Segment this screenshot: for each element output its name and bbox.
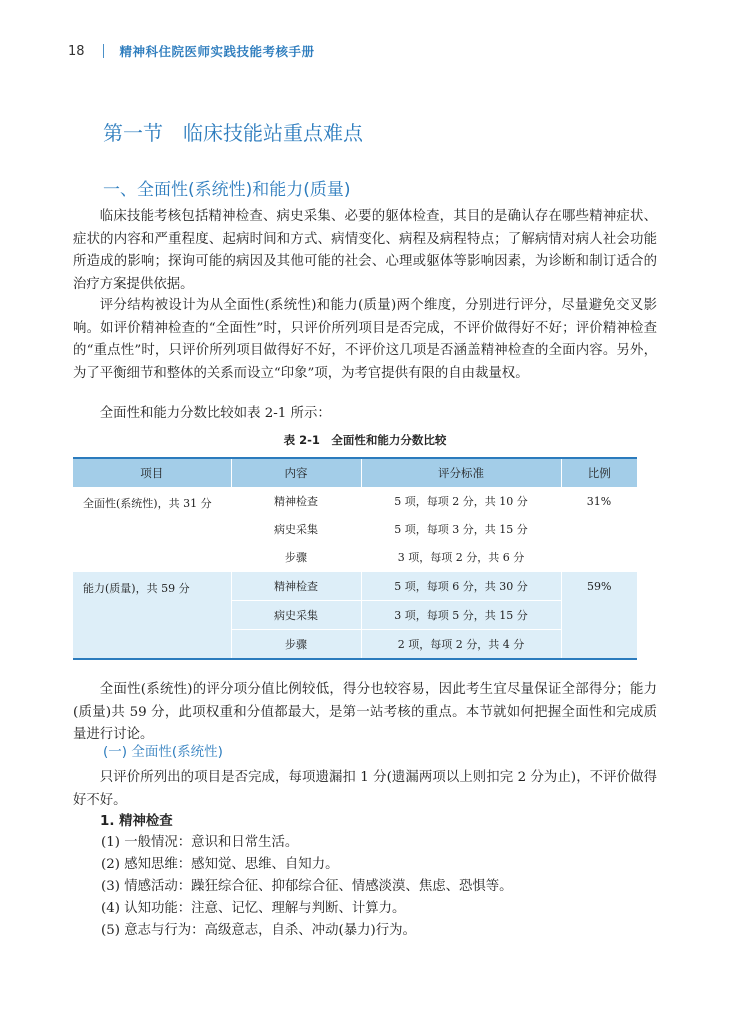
content-cell: 精神检查 bbox=[231, 572, 361, 601]
paragraph-table-ref: 全面性和能力分数比较如表 2-1 所示： bbox=[99, 406, 331, 421]
ratio-cell: 31% bbox=[586, 495, 612, 508]
list-item: (5) 意志与行为：高级意志，自杀、冲动(暴力)行为。 bbox=[101, 923, 416, 938]
table-row bbox=[73, 572, 637, 601]
content-cell: 精神检查 bbox=[274, 495, 318, 508]
section-title: 第一节 临床技能站重点难点 bbox=[103, 121, 363, 145]
book-title: 精神科住院医师实践技能考核手册 bbox=[119, 44, 315, 59]
ratio-cell: 59% bbox=[561, 572, 637, 660]
table-header-cell: 评分标准 bbox=[361, 458, 561, 487]
page-header bbox=[68, 40, 315, 62]
paragraph-scoring-structure: 评分结构被设计为从全面性(系统性)和能力(质量)两个维度，分别进行评分，尽量避免交叉影响。如评价精神检查的“全面性”时，只评价所列项目是否完成，不评价做得好不好；评价精神检查的“重点性”时，只评价所列项目做得好不好，不评价这几项是否涵盖精神检查的全面内容。另外，为了平衡细节和整体的关系而设立“印象”项，为考官提供有限的自由裁量权。 bbox=[73, 298, 657, 381]
score-comparison-table bbox=[73, 457, 637, 660]
list-item: (2) 感知思维：感知觉、思维、自知力。 bbox=[101, 857, 339, 872]
criteria-cell: 5 项，每项 3 分，共 15 分 bbox=[394, 523, 528, 536]
sub-heading-comprehensiveness: (一) 全面性(系统性) bbox=[103, 744, 223, 760]
paragraph-discussion: 全面性(系统性)的评分项分值比例较低，得分也较容易，因此考生宜尽量保证全部得分；能力(质量)共 59 分，此项权重和分值都最大，是第一站考核的重点。本节就如何把握全面性和完成质量进行讨论。 bbox=[73, 682, 657, 742]
content-cell: 病史采集 bbox=[231, 601, 361, 630]
category-cell: 全面性(系统性)，共 31 分 bbox=[83, 497, 212, 510]
criteria-cell: 5 项，每项 2 分，共 10 分 bbox=[394, 495, 528, 508]
table-header-cell: 内容 bbox=[231, 458, 361, 487]
list-item: (4) 认知功能：注意、记忆、理解与判断、计算力。 bbox=[101, 901, 406, 916]
paragraph-intro: 临床技能考核包括精神检查、病史采集、必要的躯体检查，其目的是确认存在哪些精神症状、症状的内容和严重程度、起病时间和方式、病情变化、病程及病程特点；了解病情对病人社会功能所造成的影响；探询可能的病因及其他可能的社会、心理或躯体等影响因素，为诊断和制订适合的治疗方案提供依据。 bbox=[73, 209, 657, 292]
criteria-cell: 3 项，每项 5 分，共 15 分 bbox=[361, 601, 561, 630]
table-header-cell: 比例 bbox=[561, 458, 637, 487]
criteria-cell: 5 项，每项 6 分，共 30 分 bbox=[361, 572, 561, 601]
page-number: 18 bbox=[68, 43, 85, 59]
numbered-heading: 1. 精神检查 bbox=[100, 814, 173, 829]
table-caption: 表 2-1 全面性和能力分数比较 bbox=[283, 433, 447, 447]
criteria-cell: 2 项，每项 2 分，共 4 分 bbox=[361, 630, 561, 660]
list-item: (3) 情感活动：躁狂综合征、抑郁综合征、情感淡漠、焦虑、恐惧等。 bbox=[101, 879, 513, 894]
criteria-cell: 3 项，每项 2 分，共 6 分 bbox=[397, 551, 525, 564]
content-cell: 步骤 bbox=[231, 630, 361, 660]
content-cell: 病史采集 bbox=[274, 523, 318, 536]
list-item: (1) 一般情况：意识和日常生活。 bbox=[101, 835, 299, 850]
subsection-title: 一、全面性(系统性)和能力(质量) bbox=[103, 180, 351, 200]
table-row bbox=[73, 487, 637, 515]
paragraph-deduction-rule: 只评价所列出的项目是否完成，每项遗漏扣 1 分(遗漏两项以上则扣完 2 分为止)，不评价做得好不好。 bbox=[73, 770, 657, 808]
table-header-row bbox=[73, 458, 637, 487]
content-cell: 步骤 bbox=[285, 551, 307, 564]
header-divider bbox=[103, 44, 104, 58]
table-header-cell: 项目 bbox=[73, 458, 231, 487]
category-cell: 能力(质量)，共 59 分 bbox=[73, 572, 231, 660]
